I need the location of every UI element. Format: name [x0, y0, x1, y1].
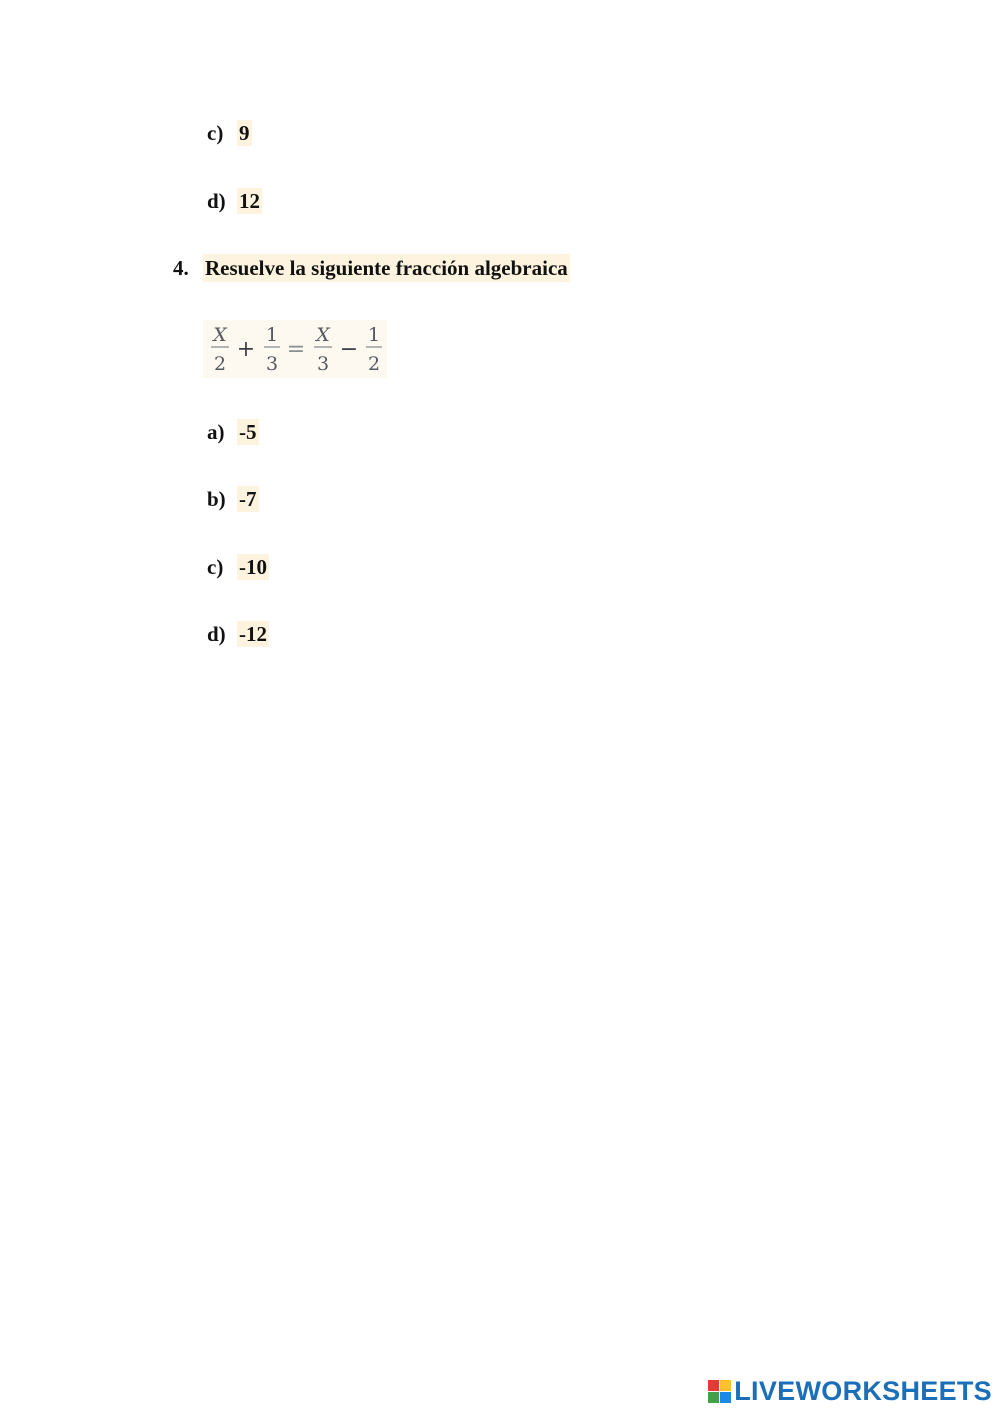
option-letter: c) — [207, 555, 224, 579]
logo-square — [720, 1380, 731, 1391]
option-b[interactable] — [207, 486, 259, 512]
operator-plus: + — [236, 337, 256, 362]
option-d-prev[interactable] — [207, 188, 262, 214]
question-number: 4. — [173, 256, 189, 280]
option-letter: d) — [207, 189, 226, 213]
logo-square — [708, 1392, 719, 1403]
option-letter: c) — [207, 121, 224, 145]
term2-numerator: 1 — [265, 324, 279, 346]
option-answer: -5 — [239, 420, 257, 444]
question-text: Resuelve la siguiente fracción algebraica — [205, 256, 568, 280]
term4-numerator: 1 — [367, 324, 381, 346]
question-4 — [173, 254, 570, 282]
option-answer: 12 — [239, 189, 260, 213]
option-letter: b) — [207, 487, 226, 511]
option-a[interactable] — [207, 419, 259, 445]
term4-denominator: 2 — [367, 353, 381, 375]
term2-denominator: 3 — [265, 353, 279, 375]
liveworksheets-logo[interactable] — [708, 1375, 992, 1407]
option-c[interactable] — [207, 554, 269, 580]
option-answer: -12 — [239, 622, 267, 646]
option-answer: -7 — [239, 487, 257, 511]
term3-numerator: X — [316, 324, 330, 346]
term1-denominator: 2 — [213, 353, 227, 375]
option-letter: a) — [207, 420, 225, 444]
option-answer: -10 — [239, 555, 267, 579]
liveworksheets-logo-icon — [708, 1380, 731, 1403]
logo-square — [708, 1380, 719, 1391]
equation — [203, 320, 387, 378]
logo-square — [720, 1392, 731, 1403]
option-d[interactable] — [207, 621, 269, 647]
brand-name: LIVEWORKSHEETS — [734, 1375, 992, 1406]
operator-minus: − — [339, 337, 359, 362]
option-answer: 9 — [239, 121, 250, 145]
term3-denominator: 3 — [316, 353, 330, 375]
option-letter: d) — [207, 622, 226, 646]
operator-equals: = — [286, 337, 306, 362]
option-c-prev[interactable] — [207, 120, 252, 146]
term1-numerator: X — [213, 324, 227, 346]
